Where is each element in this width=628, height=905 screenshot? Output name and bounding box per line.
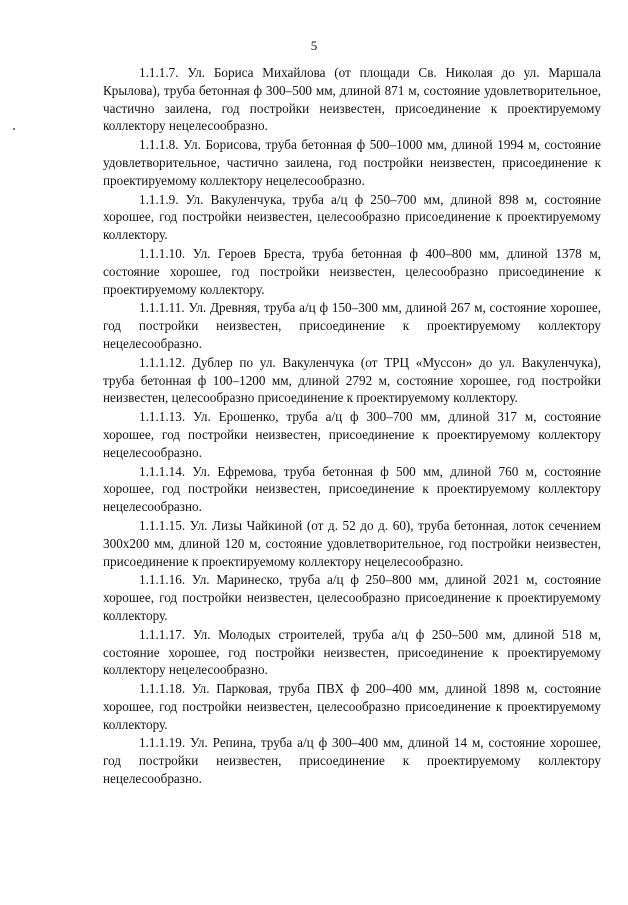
scan-speck [13, 128, 15, 130]
paragraph-1-1-1-14: 1.1.1.14. Ул. Ефремова, труба бетонная ф 500 мм, длиной 760 м, состояние хорошее, год постройки неизвестен, присоединение к проектируемому коллектору нецелесообразно. [103, 463, 601, 515]
paragraph-1-1-1-12: 1.1.1.12. Дублер по ул. Вакуленчука (от ТРЦ «Муссон» до ул. Вакуленчука), труба бетонная ф 100–1200 мм, длиной 2792 м, состояние хорошее, год постройки неизвестен, целесообразно присоединение к проектируемому коллектору. [103, 354, 601, 406]
paragraph-1-1-1-17: 1.1.1.17. Ул. Молодых строителей, труба а/ц ф 250–500 мм, длиной 518 м, состояние хорошее, год постройки неизвестен, присоединение к проектируемому коллектору нецелесообразно. [103, 626, 601, 678]
paragraph-1-1-1-9: 1.1.1.9. Ул. Вакуленчука, труба а/ц ф 250–700 мм, длиной 898 м, состояние хорошее, год постройки неизвестен, целесообразно присоединение к проектируемому коллектору. [103, 191, 601, 243]
paragraph-1-1-1-16: 1.1.1.16. Ул. Маринеско, труба а/ц ф 250–800 мм, длиной 2021 м, состояние хорошее, год постройки неизвестен, целесообразно присоединение к проектируемому коллектору. [103, 572, 601, 623]
paragraph-1-1-1-13: 1.1.1.13. Ул. Ерошенко, труба а/ц ф 300–700 мм, длиной 317 м, состояние хорошее, год постройки неизвестен, присоединение к проектируемому коллектору нецелесообразно. [103, 409, 601, 460]
document-body [103, 64, 601, 789]
paragraph-1-1-1-15: 1.1.1.15. Ул. Лизы Чайкиной (от д. 52 до д. 60), труба бетонная, лоток сечением 300х200 мм, длиной 120 м, состояние удовлетворительное, год постройки неизвестен, присоединение к проектируемому коллектору нецелесообразно. [103, 517, 601, 569]
paragraph-1-1-1-18: 1.1.1.18. Ул. Парковая, труба ПВХ ф 200–400 мм, длиной 1898 м, состояние хорошее, год постройки неизвестен, целесообразно присоединение к проектируемому коллектору. [103, 681, 601, 732]
paragraph-1-1-1-10: 1.1.1.10. Ул. Героев Бреста, труба бетонная ф 400–800 мм, длиной 1378 м, состояние хорошее, год постройки неизвестен, целесообразно присоединение к проектируемому коллектору. [103, 245, 601, 297]
paragraph-1-1-1-11: 1.1.1.11. Ул. Древняя, труба а/ц ф 150–300 мм, длиной 267 м, состояние хорошее, год постройки неизвестен, присоединение к проектируемому коллектору нецелесообразно. [103, 300, 601, 351]
paragraph-1-1-1-8: 1.1.1.8. Ул. Борисова, труба бетонная ф 500–1000 мм, длиной 1994 м, состояние удовлетворительное, частично заилена, год постройки неизвестен, присоединение к проектируемому коллектору нецелесообразно. [103, 137, 601, 188]
paragraph-1-1-1-19: 1.1.1.19. Ул. Репина, труба а/ц ф 300–400 мм, длиной 14 м, состояние хорошее, год постройки неизвестен, присоединение к проектируемому коллектору нецелесообразно. [103, 735, 601, 787]
paragraph-1-1-1-7: 1.1.1.7. Ул. Бориса Михайлова (от площади Св. Николая до ул. Маршала Крылова), труба бетонная ф 300–500 мм, длиной 871 м, состояние удовлетворительное, частично заилена, год постройки неизвестен, присоединение к проектируемому коллектору нецелесообразно. [103, 65, 601, 134]
page-number: 5 [310, 38, 318, 53]
